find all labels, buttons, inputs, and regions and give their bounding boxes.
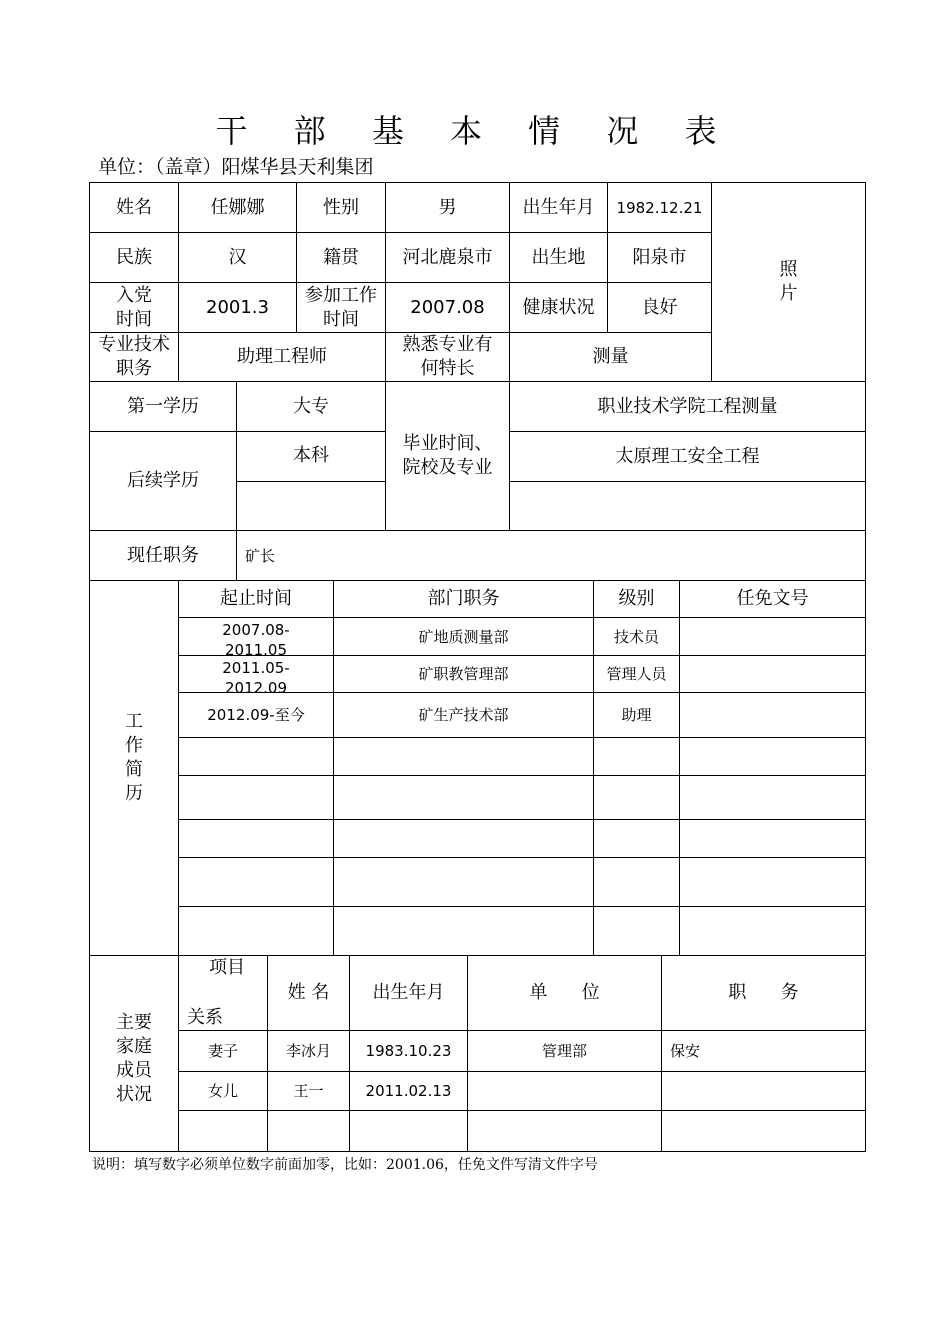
origin-value: 河北鹿泉市: [385, 232, 510, 283]
resume-empty-cell: [333, 857, 594, 907]
family-label: 主要 家庭 成员 状况: [89, 955, 179, 1152]
resume-empty-cell: [679, 775, 866, 820]
further-edu-label: 后续学历: [89, 431, 237, 531]
ethnic-label: 民族: [89, 232, 179, 283]
family-row-2-unit: [467, 1071, 662, 1111]
family-empty-cell: [467, 1110, 662, 1152]
resume-empty-cell: [679, 819, 866, 858]
title-label: 专业技术职务: [89, 332, 179, 382]
family-header-item-relation: [178, 955, 268, 1031]
resume-empty-cell: [593, 857, 680, 907]
gender-value: 男: [385, 182, 510, 233]
resume-empty-cell: [178, 737, 334, 776]
family-row-1-birth: 1983.10.23: [349, 1030, 468, 1072]
first-edu-degree: 大专: [236, 381, 386, 432]
family-header-item: 项目: [209, 957, 245, 978]
family-row-2-name: 王一: [267, 1071, 350, 1111]
resume-empty-cell: [178, 906, 334, 956]
family-row-2-birth: 2011.02.13: [349, 1071, 468, 1111]
further-edu-school: 太原理工安全工程: [509, 431, 866, 482]
first-edu-label: 第一学历: [89, 381, 237, 432]
gender-label: 性别: [296, 182, 386, 233]
family-header-name: 姓 名: [267, 955, 350, 1031]
party-label: 入党时间: [89, 282, 179, 333]
further-edu-degree: 本科: [236, 431, 386, 482]
health-value: 良好: [607, 282, 712, 333]
family-row-1-unit: 管理部: [467, 1030, 662, 1072]
resume-empty-cell: [333, 775, 594, 820]
work-value: 2007.08: [385, 282, 510, 333]
name-value: 任娜娜: [178, 182, 297, 233]
specialty-label: 熟悉专业有何特长: [385, 332, 510, 382]
resume-row-3-doc: [679, 692, 866, 738]
family-header-post: 职 务: [661, 955, 866, 1031]
unit-line: 单位：（盖章）阳煤华县天利集团: [98, 156, 374, 178]
family-empty-cell: [267, 1110, 350, 1152]
resume-empty-cell: [679, 906, 866, 956]
origin-label: 籍贯: [296, 232, 386, 283]
resume-row-3-period: 2012.09-至今: [178, 692, 334, 738]
position-value: 矿长: [236, 530, 866, 581]
birthplace-label: 出生地: [509, 232, 608, 283]
resume-empty-cell: [333, 819, 594, 858]
resume-label: 工 作 简 历: [89, 580, 179, 956]
further-edu-degree-2: [236, 481, 386, 531]
family-row-1-name: 李冰月: [267, 1030, 350, 1072]
resume-empty-cell: [333, 737, 594, 776]
resume-header-period: 起止时间: [178, 580, 334, 618]
family-empty-cell: [178, 1110, 268, 1152]
resume-row-2-doc: [679, 655, 866, 693]
resume-empty-cell: [593, 737, 680, 776]
resume-empty-cell: [679, 737, 866, 776]
family-row-1-relation: 妻子: [178, 1030, 268, 1072]
footnote: 说明：填写数字必须单位数字前面加零，比如：2001.06，任免文件写清文件字号: [92, 1157, 598, 1173]
resume-row-2-period: 2011.05-2012.09: [178, 655, 334, 693]
resume-empty-cell: [679, 857, 866, 907]
photo-box: 照 片: [711, 182, 866, 382]
resume-row-2-dept: 矿职教管理部: [333, 655, 594, 693]
resume-header-dept: 部门职务: [333, 580, 594, 618]
resume-empty-cell: [178, 775, 334, 820]
resume-row-1-doc: [679, 617, 866, 656]
family-empty-cell: [349, 1110, 468, 1152]
resume-empty-cell: [178, 857, 334, 907]
family-row-1-post: 保安: [661, 1030, 866, 1072]
resume-empty-cell: [593, 819, 680, 858]
family-header-relation: 关系: [187, 1007, 223, 1028]
resume-empty-cell: [593, 906, 680, 956]
resume-row-1-period: 2007.08-2011.05: [178, 617, 334, 656]
resume-row-1-dept: 矿地质测量部: [333, 617, 594, 656]
further-edu-school-2: [509, 481, 866, 531]
name-label: 姓名: [89, 182, 179, 233]
health-label: 健康状况: [509, 282, 608, 333]
family-header-unit: 单 位: [467, 955, 662, 1031]
work-label: 参加工作时间: [296, 282, 386, 333]
family-empty-cell: [661, 1110, 866, 1152]
resume-row-1-level: 技术员: [593, 617, 680, 656]
resume-row-3-dept: 矿生产技术部: [333, 692, 594, 738]
party-value: 2001.3: [178, 282, 297, 333]
family-header-birth: 出生年月: [349, 955, 468, 1031]
birth-label: 出生年月: [509, 182, 608, 233]
resume-empty-cell: [333, 906, 594, 956]
grad-label: 毕业时间、院校及专业: [385, 381, 510, 531]
birthplace-value: 阳泉市: [607, 232, 712, 283]
position-label: 现任职务: [89, 530, 237, 581]
resume-header-level: 级别: [593, 580, 680, 618]
family-row-2-relation: 女儿: [178, 1071, 268, 1111]
title-value: 助理工程师: [178, 332, 386, 382]
resume-row-2-level: 管理人员: [593, 655, 680, 693]
ethnic-value: 汉: [178, 232, 297, 283]
birth-value: 1982.12.21: [607, 182, 712, 233]
family-row-2-post: [661, 1071, 866, 1111]
resume-empty-cell: [593, 775, 680, 820]
resume-row-3-level: 助理: [593, 692, 680, 738]
page-title: 干 部 基 本 情 况 表: [215, 112, 735, 150]
resume-empty-cell: [178, 819, 334, 858]
first-edu-school: 职业技术学院工程测量: [509, 381, 866, 432]
specialty-value: 测量: [509, 332, 712, 382]
resume-header-doc: 任免文号: [679, 580, 866, 618]
